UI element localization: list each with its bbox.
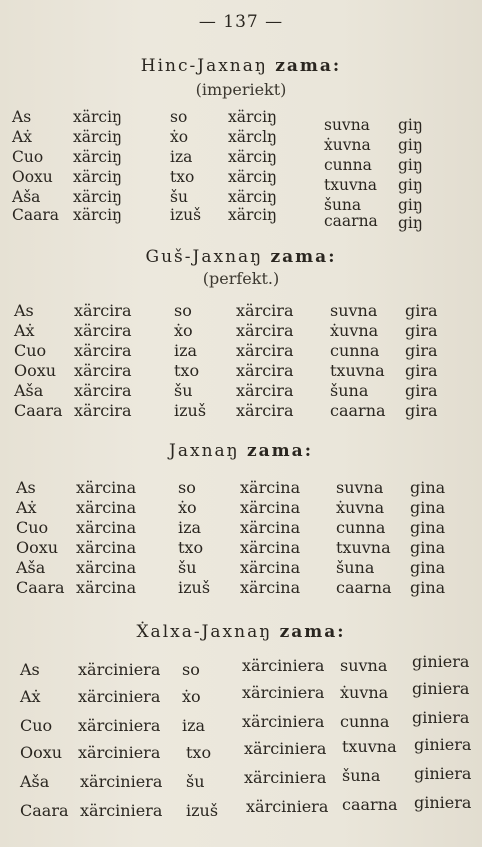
pronoun-form: caarna [336,578,392,597]
conjugation-row [0,381,482,401]
pronoun-form: txuvna [336,538,391,557]
conjugation-row [0,578,482,598]
pronoun-plural: so [174,301,192,320]
verb-form: xärcira [74,301,132,320]
section-title-bold: zama: [247,441,313,461]
verb-form: xärciŋ [73,188,123,206]
conjugation-row [0,652,482,680]
verb-form: xärcina [240,558,301,577]
conjugation-row [0,764,482,792]
pronoun-form: suvna [336,478,384,497]
verb-form: xärciŋ [73,108,123,126]
pronoun-plural: šu [174,381,193,400]
auxiliary-form: giŋ [398,196,423,214]
conjugation-row [0,188,482,214]
pronoun-form: txuvna [330,361,385,380]
conjugation-row [0,321,482,341]
section-title [0,56,482,76]
pronoun-plural: iza [170,148,193,166]
pronoun-singular: As [16,478,36,497]
pronoun-plural: so [178,478,196,497]
section-subtitle: (imperiekt) [195,80,287,99]
pronoun-form: šuna [330,381,369,400]
pronoun-singular: Aẋ [20,687,41,706]
pronoun-form: caarna [342,795,398,814]
verb-form: xärcina [76,558,137,577]
auxiliary-form: giniera [412,708,470,727]
auxiliary-form: gina [410,478,446,497]
pronoun-form: ẋuvna [340,683,389,702]
pronoun-plural: ẋo [170,128,189,146]
conjugation-row [0,558,482,578]
pronoun-form: cunna [330,341,380,360]
verb-form: xärcira [74,401,132,420]
verb-form: xärcira [74,381,132,400]
pronoun-form: ẋuvna [324,136,371,154]
verb-form: xärcira [236,361,294,380]
conjugation-row [0,128,482,154]
pronoun-singular: Aša [12,188,41,206]
pronoun-singular: Aẋ [12,128,32,146]
section-title [0,441,482,461]
pronoun-form: caarna [324,212,378,230]
verb-form: xärcina [76,498,137,517]
pronoun-form: suvna [340,656,388,675]
pronoun-singular: Cuo [14,341,47,360]
verb-form: xärciniera [244,768,327,787]
verb-form: xärciŋ [73,168,123,186]
verb-form: xärciŋ [73,206,123,224]
auxiliary-form: giniera [414,735,472,754]
pronoun-form: suvna [330,301,378,320]
conjugation-row [0,478,482,498]
conjugation-row [0,341,482,361]
verb-form: xärcira [74,321,132,340]
pronoun-singular: As [12,108,32,126]
pronoun-singular: Caara [12,206,59,224]
section-title [0,622,482,642]
verb-form: xärcira [74,361,132,380]
pronoun-singular: As [14,301,34,320]
verb-form: xärcira [236,321,294,340]
pronoun-form: caarna [330,401,386,420]
auxiliary-form: gira [405,401,438,420]
verb-form: xärcira [236,341,294,360]
pronoun-singular: Caara [14,401,63,420]
auxiliary-form: giniera [412,652,470,671]
pronoun-form: txuvna [324,176,377,194]
verb-form: xärcira [236,381,294,400]
section-title-text: Jaxnaŋ [169,441,240,461]
conjugation-row [0,518,482,538]
conjugation-row [0,108,482,134]
pronoun-plural: ẋo [182,687,201,706]
section-title-text: Hinc-Jaxnaŋ [140,56,268,76]
pronoun-plural: izuš [170,206,202,224]
pronoun-form: cunna [340,712,390,731]
auxiliary-form: gira [405,301,438,320]
pronoun-plural: izuš [174,401,207,420]
auxiliary-form: giniera [414,793,472,812]
pronoun-plural: iza [182,716,206,735]
pronoun-form: šuna [324,196,362,214]
pronoun-form: ẋuvna [330,321,379,340]
conjugation-row [0,148,482,174]
verb-form: xärciniera [78,716,161,735]
auxiliary-form: gina [410,578,446,597]
pronoun-plural: iza [178,518,202,537]
verb-form: xärcina [240,498,301,517]
verb-form: xärciŋ [228,168,278,186]
verb-form: xärcina [76,538,137,557]
conjugation-row [0,679,482,707]
conjugation-row [0,361,482,381]
auxiliary-form: gira [405,321,438,340]
section-title-text: Ẋalxa-Jaxnaŋ [136,622,273,642]
verb-form: xärcina [240,578,301,597]
verb-form: xärciniera [78,660,161,679]
auxiliary-form: gina [410,498,446,517]
auxiliary-form: giŋ [398,136,423,154]
pronoun-plural: so [170,108,188,126]
pronoun-form: txuvna [342,737,397,756]
verb-form: xärcira [74,341,132,360]
section-title [0,247,482,267]
pronoun-singular: Aša [14,381,44,400]
section-title-bold: zama: [270,247,337,267]
auxiliary-form: gina [410,518,446,537]
pronoun-form: suvna [324,116,370,134]
auxiliary-form: gira [405,361,438,380]
conjugation-row [0,401,482,421]
pronoun-singular: Aẋ [16,498,37,517]
section-title-bold: zama: [279,622,346,642]
pronoun-singular: Cuo [16,518,49,537]
pronoun-singular: Cuo [20,716,53,735]
pronoun-plural: ẋo [178,498,197,517]
pronoun-singular: As [20,660,40,679]
pronoun-plural: šu [178,558,197,577]
verb-form: xärcina [76,578,137,597]
pronoun-form: cunna [324,156,372,174]
conjugation-row [0,538,482,558]
pronoun-singular: Ooxu [20,743,63,762]
auxiliary-form: gira [405,341,438,360]
verb-form: xärciniera [244,739,327,758]
pronoun-singular: Ooxu [12,168,53,186]
conjugation-row [0,793,482,821]
conjugation-row [0,708,482,736]
verb-form: xärciŋ [228,206,278,224]
auxiliary-form: gira [405,381,438,400]
pronoun-form: šuna [336,558,375,577]
verb-form: xärcira [236,301,294,320]
auxiliary-form: gina [410,558,446,577]
pronoun-plural: txo [178,538,204,557]
verb-form: xärciniera [80,801,163,820]
conjugation-row [0,498,482,518]
auxiliary-form: giŋ [398,176,423,194]
pronoun-singular: Ooxu [16,538,59,557]
pronoun-plural: txo [174,361,200,380]
pronoun-plural: ẋo [174,321,193,340]
auxiliary-form: giŋ [398,116,423,134]
pronoun-plural: so [182,660,200,679]
pronoun-singular: Aša [20,772,50,791]
verb-form: xärcina [240,538,301,557]
verb-form: xärciniera [242,656,325,675]
pronoun-singular: Aẋ [14,321,35,340]
verb-form: xärcira [236,401,294,420]
pronoun-form: šuna [342,766,381,785]
pronoun-plural: txo [186,743,212,762]
verb-form: xärciŋ [228,148,278,166]
pronoun-singular: Ooxu [14,361,57,380]
auxiliary-form: giŋ [398,214,423,232]
verb-form: xärciŋ [228,108,278,126]
verb-form: xärciniera [80,772,163,791]
auxiliary-form: giŋ [398,156,423,174]
verb-form: xärciniera [78,743,161,762]
auxiliary-form: giniera [412,679,470,698]
pronoun-singular: Aša [16,558,46,577]
section-title-bold: zama: [275,56,342,76]
verb-form: xärciŋ [73,148,123,166]
verb-form: xärcina [240,518,301,537]
verb-form: xärciŋ [73,128,123,146]
section-subtitle: (perfekt.) [202,269,280,288]
page-number: — 137 — [198,12,284,32]
verb-form: xärciŋ [228,188,278,206]
pronoun-form: ẋuvna [336,498,385,517]
section-title-text: Guš-Jaxnaŋ [145,247,264,267]
pronoun-plural: iza [174,341,198,360]
verb-form: xärciniera [242,712,325,731]
pronoun-plural: šu [186,772,205,791]
verb-form: xärciniera [78,687,161,706]
pronoun-plural: izuš [178,578,211,597]
pronoun-singular: Cuo [12,148,44,166]
verb-form: xärciniera [242,683,325,702]
pronoun-plural: izuš [186,801,219,820]
conjugation-row [0,206,482,232]
verb-form: xärciniera [246,797,329,816]
pronoun-singular: Caara [16,578,65,597]
pronoun-plural: šu [170,188,188,206]
conjugation-row [0,735,482,763]
verb-form: xärcina [76,478,137,497]
pronoun-form: cunna [336,518,386,537]
verb-form: xärcina [76,518,137,537]
verb-form: xärclŋ [228,128,278,146]
pronoun-singular: Caara [20,801,69,820]
conjugation-row [0,168,482,194]
pronoun-plural: txo [170,168,195,186]
verb-form: xärcina [240,478,301,497]
auxiliary-form: giniera [414,764,472,783]
auxiliary-form: gina [410,538,446,557]
conjugation-row [0,301,482,321]
